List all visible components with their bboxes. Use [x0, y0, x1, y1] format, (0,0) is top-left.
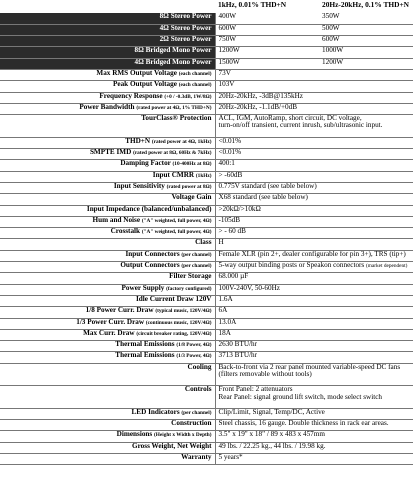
spec-value-line: -105dB	[218, 216, 241, 224]
spec-label-cell	[0, 454, 215, 465]
spec-value-line: 100V-240V, 50-60Hz	[218, 284, 280, 292]
spec-label: Idle Current Draw 120V	[135, 295, 212, 303]
spec-note: (typical music, 120V/4Ω)	[155, 308, 212, 315]
spec-label: Max RMS Output Voltage	[96, 69, 177, 77]
spec-row	[0, 284, 413, 295]
spec-value-cell	[215, 92, 413, 103]
spec-label: Gross Weight, Net Weight	[132, 442, 212, 450]
spec-label-cell	[0, 295, 215, 306]
power-row	[0, 47, 413, 58]
spec-label-cell	[0, 250, 215, 261]
spec-label: Power Supply	[121, 284, 165, 292]
spec-label: THD+N	[125, 137, 151, 145]
power-value-fullband: 1000W	[319, 47, 413, 58]
spec-row	[0, 171, 413, 182]
spec-value-line: H	[218, 238, 224, 247]
spec-label: Cooling	[187, 363, 212, 371]
spec-label: Class	[195, 238, 212, 247]
power-label: 8Ω Stereo Power	[0, 13, 215, 24]
spec-label-cell	[0, 307, 215, 318]
spec-label: Max Curr. Draw	[83, 329, 135, 337]
spec-row	[0, 363, 413, 386]
spec-value-line: Clip/Limit, Signal, Temp/DC, Active	[218, 408, 325, 416]
spec-label: LED Indicators	[131, 408, 180, 416]
power-value-1khz: 1200W	[215, 47, 319, 58]
spec-label-cell	[0, 69, 215, 80]
spec-row	[0, 160, 413, 171]
spec-value-cell	[215, 194, 413, 205]
spec-label-cell	[0, 103, 215, 114]
spec-label: TourClass® Protection	[141, 114, 212, 123]
header-blank	[0, 1, 215, 13]
spec-label: Dimensions	[116, 430, 153, 439]
power-value-fullband: 350W	[319, 13, 413, 24]
spec-label: Damping Factor	[120, 159, 171, 168]
spec-label: Input CMRR	[152, 171, 195, 179]
spec-label: Crosstalk	[110, 227, 141, 236]
power-label: 2Ω Stereo Power	[0, 36, 215, 47]
spec-value-cell	[215, 386, 413, 409]
spec-label: 1/8 Power Curr. Draw	[85, 306, 154, 315]
spec-value-cell	[215, 149, 413, 160]
spec-row	[0, 295, 413, 306]
spec-row	[0, 318, 413, 329]
spec-label-cell	[0, 408, 215, 419]
spec-label-cell	[0, 352, 215, 363]
spec-note: ("A" weighted, full power, 4Ω)	[141, 217, 212, 224]
spec-value-line: 5 years*	[218, 453, 243, 462]
spec-row	[0, 81, 413, 92]
power-value-1khz: 1500W	[215, 58, 319, 69]
spec-value-cell	[215, 103, 413, 114]
spec-note: (circuit breaker rating, 120V/4Ω)	[136, 330, 212, 337]
spec-label-cell	[0, 420, 215, 431]
spec-value-line: (filters removable without tools)	[218, 369, 312, 378]
spec-note: (per channel)	[181, 409, 212, 416]
spec-value-line: Rear Panel: signal ground lift switch, mode select switch	[218, 392, 382, 401]
spec-value-cell	[215, 295, 413, 306]
spec-label: Hum and Noise	[92, 216, 141, 224]
spec-value-cell	[215, 329, 413, 340]
spec-note: (rated power at 4Ω, 1kHz)	[151, 138, 212, 145]
spec-value-cell	[215, 420, 413, 431]
power-value-1khz: 750W	[215, 36, 319, 47]
spec-note: (Height x Width x Depth)	[154, 432, 212, 439]
spec-row	[0, 352, 413, 363]
spec-value-cell	[215, 69, 413, 80]
spec-label-cell	[0, 115, 215, 138]
spec-value-line: <0.01%	[218, 137, 242, 145]
spec-value-line: 6A	[218, 306, 228, 315]
spec-value-line: > -60dB	[218, 171, 243, 179]
power-row	[0, 58, 413, 69]
spec-table	[0, 1, 413, 465]
power-value-1khz: 400W	[215, 13, 319, 24]
power-value-fullband: 600W	[319, 36, 413, 47]
spec-label: Thermal Emissions	[115, 340, 175, 349]
spec-row	[0, 137, 413, 148]
spec-label-cell	[0, 442, 215, 453]
spec-label: Warranty	[181, 453, 212, 462]
spec-label: Construction	[171, 419, 212, 428]
spec-value-line: 3713 BTU/hr	[218, 351, 258, 360]
spec-row	[0, 454, 413, 465]
spec-value-line: 18A	[218, 329, 231, 337]
spec-value-cell	[215, 431, 413, 442]
spec-value-line: > - 60 dB	[218, 227, 246, 236]
spec-value-line: 68.000 µF	[218, 272, 249, 281]
spec-label-cell	[0, 216, 215, 227]
spec-value-cell	[215, 250, 413, 261]
power-label: 8Ω Bridged Mono Power	[0, 47, 215, 58]
spec-row	[0, 341, 413, 352]
power-value-fullband: 1200W	[319, 58, 413, 69]
spec-value-cell	[215, 239, 413, 250]
spec-row	[0, 420, 413, 431]
spec-label-cell	[0, 149, 215, 160]
spec-label-cell	[0, 205, 215, 216]
spec-row	[0, 250, 413, 261]
power-row	[0, 36, 413, 47]
header-row	[0, 1, 413, 13]
power-label: 4Ω Bridged Mono Power	[0, 58, 215, 69]
spec-row	[0, 273, 413, 284]
power-value-fullband: 500W	[319, 24, 413, 35]
spec-row	[0, 239, 413, 250]
spec-label-cell	[0, 81, 215, 92]
spec-label-cell	[0, 284, 215, 295]
spec-label-cell	[0, 92, 215, 103]
spec-label: Input Sensitivity	[113, 182, 165, 190]
spec-note: (each channel)	[178, 82, 212, 89]
spec-label: Controls	[184, 385, 212, 394]
spec-label-cell	[0, 329, 215, 340]
spec-value-cell	[215, 137, 413, 148]
spec-value-cell	[215, 341, 413, 352]
spec-row	[0, 228, 413, 239]
spec-note: (per channel)	[181, 251, 212, 258]
spec-value-line: 49 lbs. / 22.25 kg., 44 lbs. / 19.98 kg.	[218, 442, 326, 450]
power-row	[0, 13, 413, 24]
spec-value-line: 2630 BTU/hr	[218, 340, 258, 349]
spec-value-line: 73V	[218, 69, 231, 77]
spec-value-cell	[215, 307, 413, 318]
spec-value-cell	[215, 408, 413, 419]
spec-label: 1/3 Power Curr. Draw	[76, 318, 145, 326]
spec-row	[0, 329, 413, 340]
spec-value-line: Female XLR (pin 2+, dealer configurable for pin 3+), TRS (tip+)	[218, 250, 406, 258]
spec-label: Frequency Response	[99, 92, 163, 100]
spec-row	[0, 307, 413, 318]
spec-value-cell	[215, 363, 413, 386]
spec-note: (per channel)	[181, 263, 212, 270]
spec-row	[0, 115, 413, 138]
spec-value-cell	[215, 454, 413, 465]
spec-note: (+0 / -0.3dB, 1W/8Ω)	[164, 93, 212, 100]
spec-label: Filter Storage	[169, 272, 212, 281]
spec-value-line: <0.01%	[218, 148, 242, 157]
spec-value-line: ACL, IGM, AutoRamp, short circuit, DC voltage,	[218, 114, 362, 123]
spec-value-cell	[215, 81, 413, 92]
spec-note: ("A" weighted, full power, 4Ω)	[141, 229, 212, 236]
spec-value-line: turn-on/off transient, current inrush, sub/ultrasonic input.	[218, 121, 383, 130]
spec-label: SMPTE IMD	[89, 148, 132, 157]
spec-note: (rated power at 4Ω, 1% THD+N)	[136, 104, 212, 111]
spec-row	[0, 194, 413, 205]
spec-label-cell	[0, 386, 215, 409]
spec-value-line: Steel chassis, 16 gauge. Double thickness in rack ear areas.	[218, 419, 389, 428]
spec-value-cell	[215, 160, 413, 171]
spec-value-cell	[215, 205, 413, 216]
spec-label: Input Connectors	[125, 250, 180, 258]
spec-value-tail: (market dependent)	[366, 263, 408, 270]
spec-value-cell	[215, 318, 413, 329]
spec-value-cell	[215, 442, 413, 453]
power-label: 4Ω Stereo Power	[0, 24, 215, 35]
spec-value-cell	[215, 262, 413, 273]
spec-label-cell	[0, 160, 215, 171]
spec-label: Thermal Emissions	[115, 351, 175, 360]
spec-label: Power Bandwidth	[79, 103, 135, 111]
power-row	[0, 24, 413, 35]
spec-row	[0, 149, 413, 160]
spec-note: (1/8 Power, 4Ω)	[176, 342, 212, 349]
spec-value-line: 5-way output binding posts or Speakon connectors	[218, 261, 365, 270]
spec-label-cell	[0, 171, 215, 182]
spec-label-cell	[0, 431, 215, 442]
spec-note: (each channel)	[178, 70, 212, 77]
spec-value-line: 103V	[218, 80, 235, 89]
spec-value-line: 1.6A	[218, 295, 233, 303]
header-col-fullband: 20Hz-20kHz, 0.1% THD+N	[322, 1, 410, 9]
spec-row	[0, 182, 413, 193]
spec-value-cell	[215, 273, 413, 284]
spec-label-cell	[0, 273, 215, 284]
spec-value-line: Back-to-front via 2 rear panel mounted variable-speed DC fans	[218, 363, 401, 371]
spec-value-line: 400:1	[218, 159, 235, 168]
spec-row	[0, 408, 413, 419]
spec-row	[0, 103, 413, 114]
spec-value-line: 13.0A	[218, 318, 237, 326]
spec-label-cell	[0, 137, 215, 148]
spec-value-line: >20kΩ/>10kΩ	[218, 205, 261, 213]
spec-value-line: Front Panel: 2 attenuators	[218, 385, 293, 394]
spec-label-cell	[0, 194, 215, 205]
spec-label-cell	[0, 341, 215, 352]
spec-label-cell	[0, 363, 215, 386]
spec-note: (1/3 Power, 4Ω)	[176, 353, 212, 360]
spec-row	[0, 431, 413, 442]
spec-row	[0, 262, 413, 273]
spec-value-line: 20Hz-20kHz, -3dB@135kHz	[218, 92, 303, 100]
spec-value-cell	[215, 216, 413, 227]
spec-value-cell	[215, 182, 413, 193]
spec-row	[0, 69, 413, 80]
header-col-1khz: 1kHz, 0.01% THD+N	[218, 1, 287, 9]
spec-row	[0, 205, 413, 216]
spec-value-cell	[215, 228, 413, 239]
spec-note: (rated power at 8Ω, 60Hz & 7kHz)	[133, 150, 212, 157]
spec-label: Output Connectors	[120, 261, 180, 270]
spec-note: (rated power at 8Ω)	[166, 183, 212, 190]
spec-note: (factory configured)	[166, 285, 212, 292]
power-value-1khz: 600W	[215, 24, 319, 35]
spec-row	[0, 92, 413, 103]
spec-label-cell	[0, 239, 215, 250]
spec-label: Voltage Gain	[171, 193, 212, 202]
spec-label-cell	[0, 262, 215, 273]
spec-value-line: 20Hz-20kHz, -1.1dB/+0dB	[218, 103, 298, 111]
spec-value-line: X68 standard (see table below)	[218, 193, 308, 202]
spec-note: (continuous music, 120V/4Ω)	[145, 319, 212, 326]
spec-value-cell	[215, 284, 413, 295]
spec-row	[0, 442, 413, 453]
spec-row	[0, 386, 413, 409]
spec-label-cell	[0, 182, 215, 193]
spec-value-cell	[215, 352, 413, 363]
spec-value-cell	[215, 115, 413, 138]
spec-value-line: 3.5" x 19" x 18" / 89 x 483 x 457mm	[218, 430, 325, 439]
spec-value-line: 0.775V standard (see table below)	[218, 182, 317, 190]
spec-label-cell	[0, 318, 215, 329]
spec-note: (10-400Hz at 8Ω)	[172, 161, 212, 168]
spec-label: Input Impedance (balanced/unbalanced)	[86, 205, 212, 213]
spec-label-cell	[0, 228, 215, 239]
spec-label: Peak Output Voltage	[112, 80, 177, 89]
spec-value-cell	[215, 171, 413, 182]
spec-note: (1kHz)	[195, 172, 212, 179]
spec-row	[0, 216, 413, 227]
